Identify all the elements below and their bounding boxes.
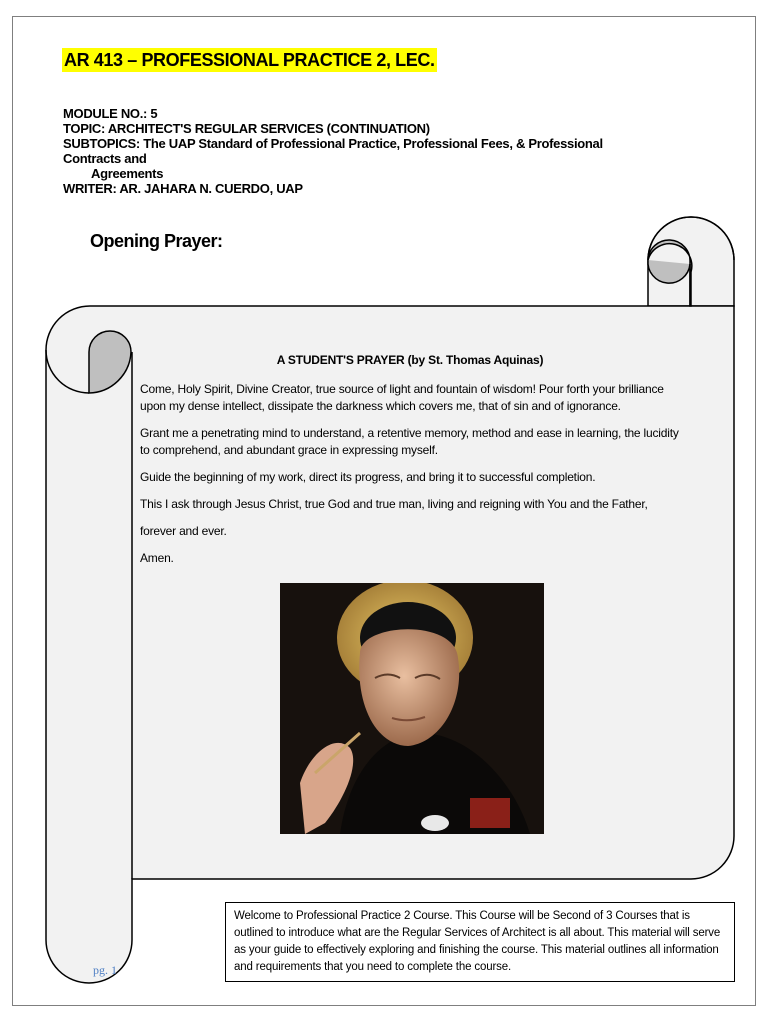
saint-portrait-image xyxy=(280,583,544,834)
module-number: MODULE NO.: 5 xyxy=(63,106,158,121)
course-title: AR 413 – PROFESSIONAL PRACTICE 2, LEC. xyxy=(64,50,435,70)
prayer-paragraph: Grant me a penetrating mind to understand, a retentive memory, method and ease in learning, the lucidity to comprehend, and abundant grace in expressing myself. xyxy=(140,426,679,457)
subtopics: SUBTOPICS: The UAP Standard of Professional Practice, Professional Fees, & Professional Contracts and xyxy=(63,136,603,166)
prayer-paragraph: Amen. xyxy=(140,551,174,565)
writer: WRITER: AR. JAHARA N. CUERDO, UAP xyxy=(63,181,303,196)
subtopics-continued: Agreements xyxy=(91,166,164,181)
prayer-paragraph: forever and ever. xyxy=(140,524,227,538)
page-number: pg. 1 xyxy=(93,963,117,977)
prayer-paragraph: Come, Holy Spirit, Divine Creator, true source of light and fountain of wisdom! Pour forth your brilliance upon my dense intellect, dissipate the darkness which covers me, that of sin and of ignorance. xyxy=(140,382,664,413)
course-intro-box: Welcome to Professional Practice 2 Course. This Course will be Second of 3 Courses that is outlined to introduce what are the Regular Services of Architect is all about. This material will serve as your guide to effectively exploring and finishing the course. This material outlines all information and requirements that you need to complete the course. xyxy=(225,902,735,982)
prayer-paragraph: Guide the beginning of my work, direct its progress, and bring it to successful completion. xyxy=(140,470,596,484)
topic: TOPIC: ARCHITECT'S REGULAR SERVICES (CONTINUATION) xyxy=(63,121,430,136)
opening-prayer-heading: Opening Prayer: xyxy=(90,231,223,251)
prayer-paragraph: This I ask through Jesus Christ, true God and true man, living and reigning with You and the Father, xyxy=(140,497,648,511)
prayer-block xyxy=(140,352,680,577)
prayer-title: A STUDENT'S PRAYER (by St. Thomas Aquinas) xyxy=(276,353,544,367)
